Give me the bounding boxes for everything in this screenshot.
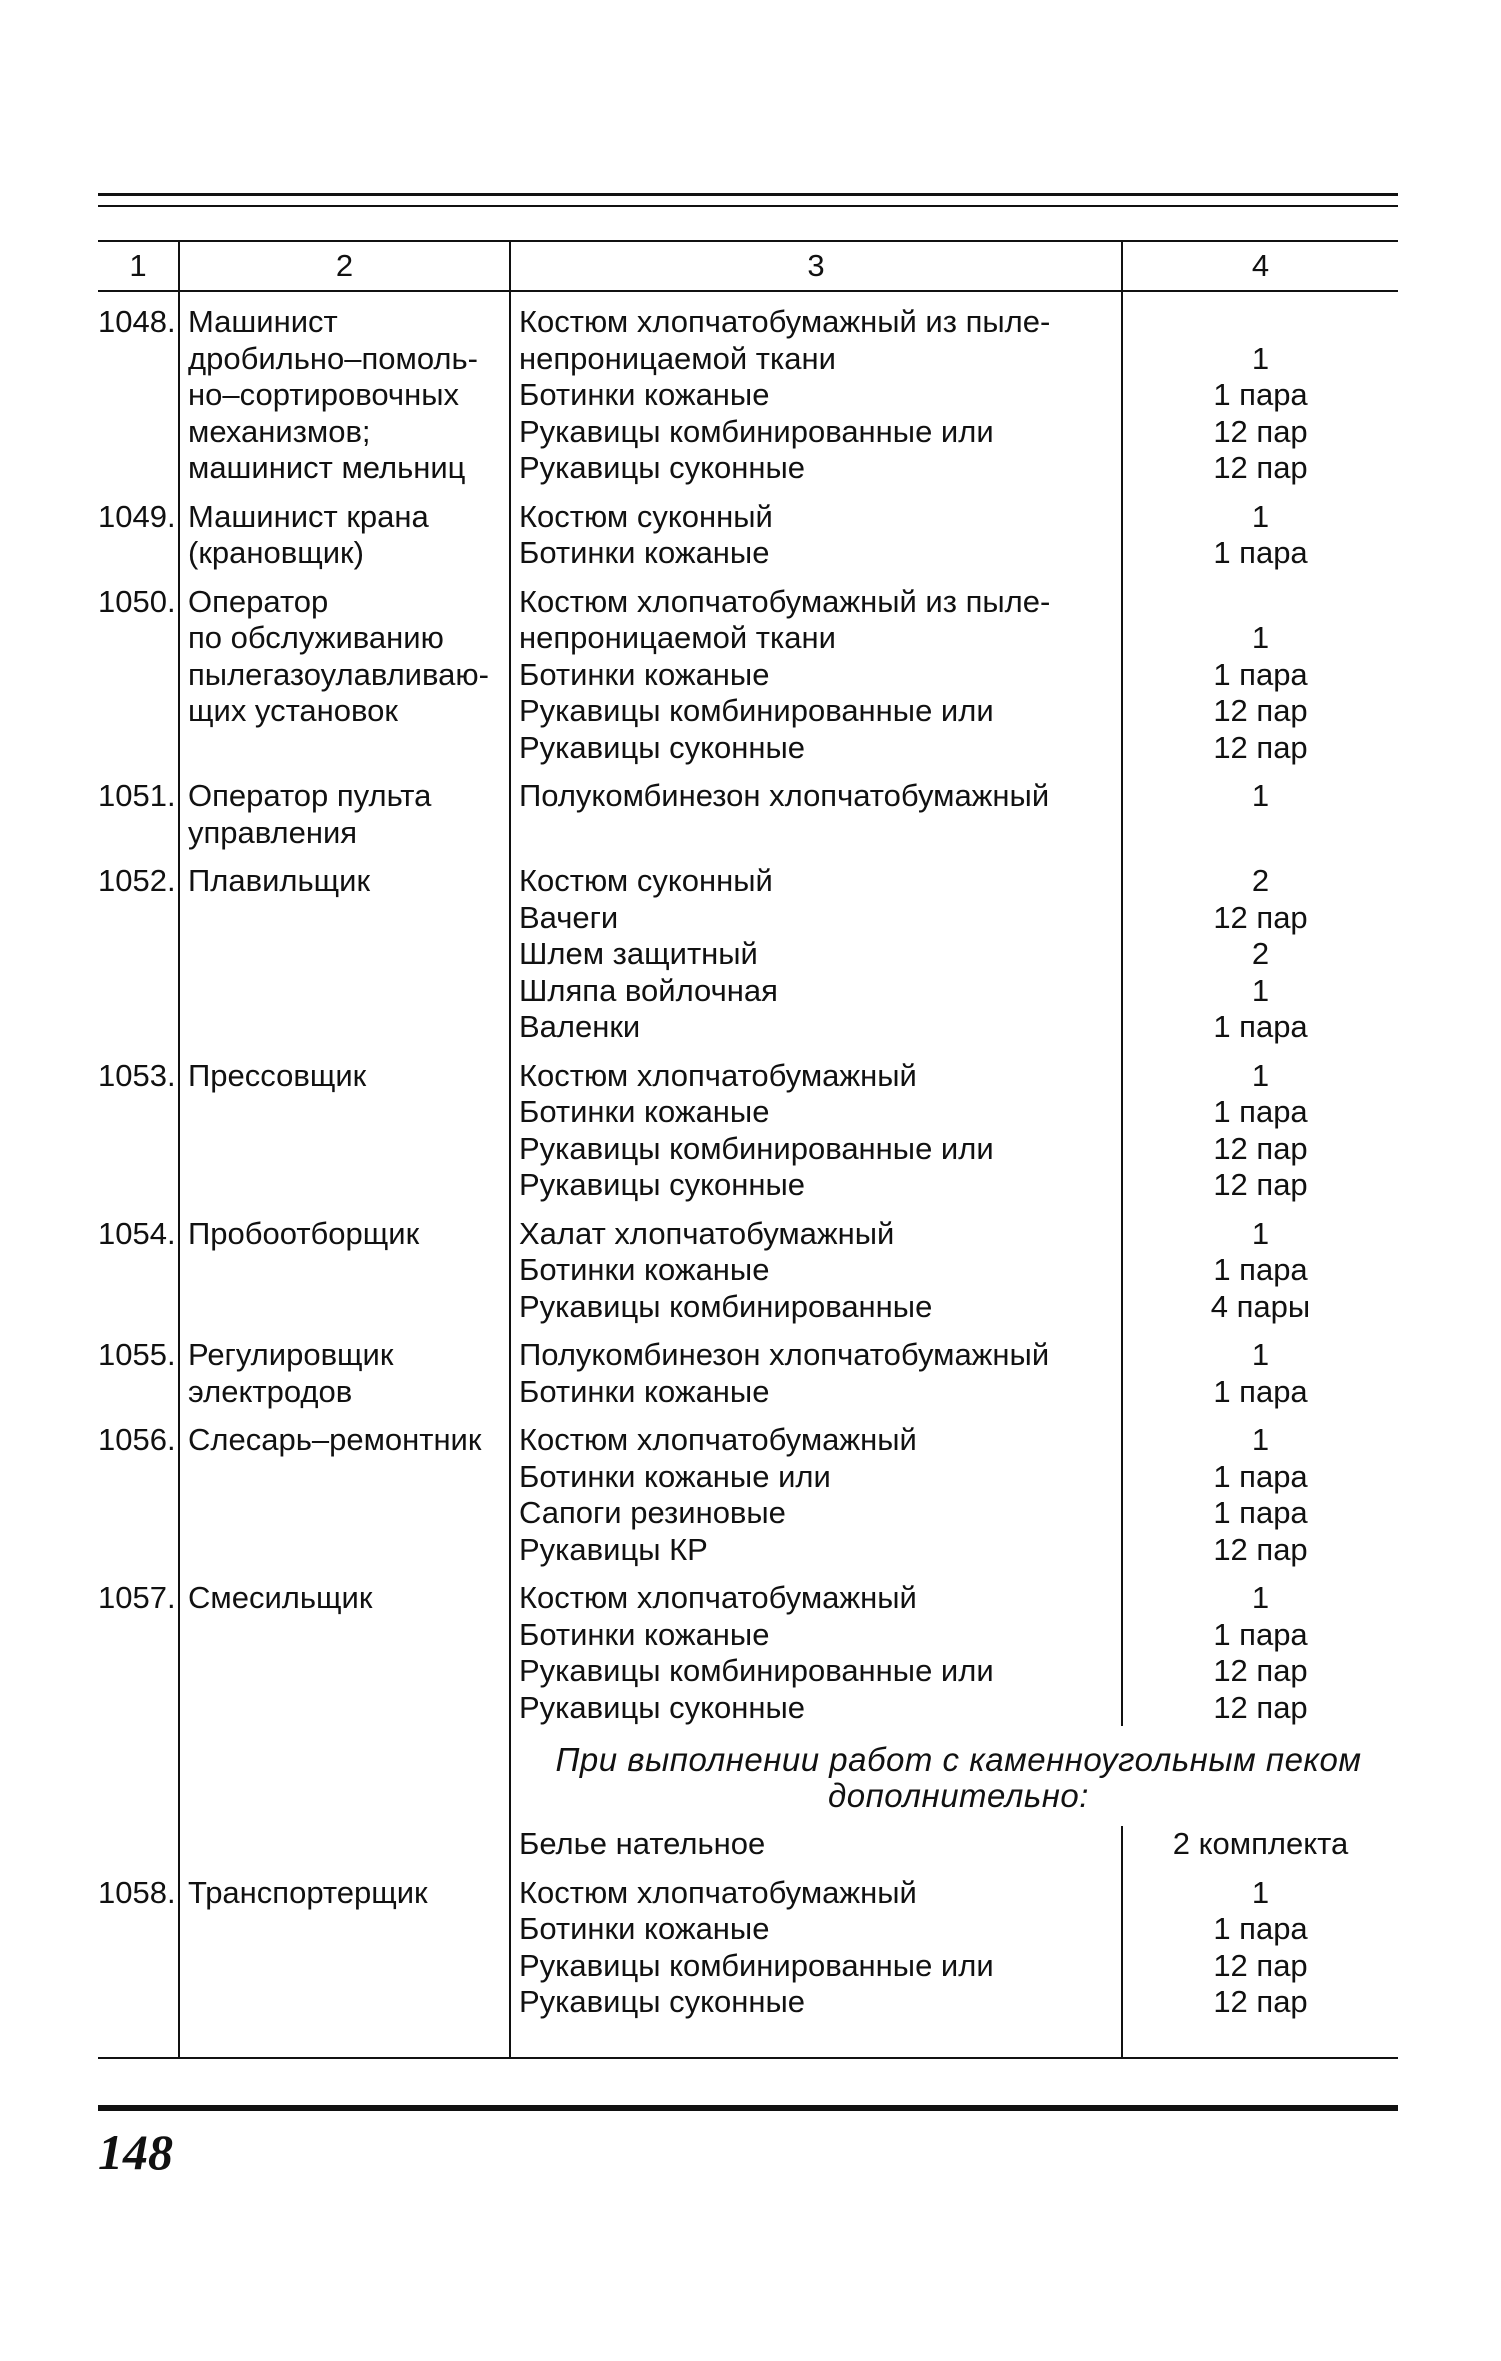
quantity-value: 12 пар <box>1213 1689 1308 1725</box>
ppe-item: Рукавицы комбинированные или <box>519 1947 994 1983</box>
top-rule-thin <box>98 205 1398 207</box>
quantity-value: 1 пара <box>1213 1252 1308 1287</box>
quantity-value: 1 <box>1251 620 1270 655</box>
quantity-cell <box>1122 291 1398 487</box>
quantity-value: 1 <box>1251 778 1270 813</box>
ppe-item: Ботинки кожаные <box>519 1094 770 1129</box>
quantity-value: 1 <box>1251 498 1270 534</box>
table-row <box>98 1216 1398 1326</box>
occupation-line: механизмов; <box>188 413 371 449</box>
ppe-items-cell <box>510 1058 1122 1204</box>
ppe-item: Рукавицы комбинированные или <box>519 413 994 449</box>
table-row <box>98 863 1398 1046</box>
quantity-value: 1 пара <box>1213 1495 1308 1530</box>
occupation-line: Прессовщик <box>188 1057 367 1093</box>
ppe-item: Костюм хлопчатобумажный из пыле- <box>519 583 1051 619</box>
ppe-item: Рукавицы комбинированные <box>519 1288 933 1324</box>
table-row <box>98 1422 1398 1568</box>
quantity-value: 1 пара <box>1213 535 1308 570</box>
quantity-value: 1 пара <box>1213 377 1308 412</box>
ppe-items-cell <box>510 499 1122 572</box>
quantity-cell <box>1122 1422 1398 1568</box>
ppe-item: Валенки <box>519 1009 641 1044</box>
ppe-item: Ботинки кожаные <box>519 1911 770 1946</box>
ppe-item: Рукавицы суконные <box>519 1167 806 1202</box>
occupation-line: машинист мельниц <box>188 450 466 485</box>
quantity-value: 1 <box>1251 1337 1270 1372</box>
quantity-value: 1 пара <box>1213 1009 1308 1044</box>
quantity-value: 12 пар <box>1213 693 1308 728</box>
occupation-line: Пробоотборщик <box>188 1215 420 1251</box>
ppe-items-cell <box>510 1337 1122 1410</box>
ppe-item: Ботинки кожаные <box>519 535 770 570</box>
row-spacer <box>98 1568 1398 1580</box>
ppe-item: Полукомбинезон хлопчатобумажный <box>519 778 1050 813</box>
quantity-value: 12 пар <box>1213 413 1308 449</box>
ppe-item: непроницаемой ткани <box>519 620 836 655</box>
table-row <box>98 499 1398 572</box>
quantity-value: 1 <box>1251 1874 1270 1910</box>
occupation-cell <box>179 1337 510 1410</box>
ppe-items-cell <box>510 1422 1122 1568</box>
supplementary-note <box>510 1726 1398 1826</box>
occupation-line: Слесарь–ремонтник <box>188 1422 482 1457</box>
quantity-cell <box>1122 1580 1398 1726</box>
ppe-items-cell <box>510 1826 1122 1863</box>
ppe-item: Ботинки кожаные или <box>519 1458 831 1494</box>
ppe-item: Ботинки кожаные <box>519 1373 770 1409</box>
quantity-value: 2 <box>1251 863 1270 898</box>
header-col-2: 2 <box>179 241 510 291</box>
note-line: При выполнении работ с каменноугольным пеком <box>555 1741 1362 1778</box>
occupation-line: Транспортерщик <box>188 1874 428 1910</box>
occupation-cell <box>179 863 510 1046</box>
item-number: 1051. <box>98 778 176 813</box>
occupation-line: Оператор пульта <box>188 778 432 813</box>
item-number: 1054. <box>98 1215 176 1251</box>
item-number: 1056. <box>98 1422 176 1457</box>
occupation-line: (крановщик) <box>188 535 364 570</box>
quantity-value: 12 пар <box>1213 1947 1308 1983</box>
quantity-value: 1 <box>1251 1422 1270 1457</box>
table-row <box>98 1058 1398 1204</box>
table-body <box>98 291 1398 2058</box>
occupation-cell <box>179 778 510 851</box>
table-row <box>98 1337 1398 1410</box>
bottom-rule <box>98 2105 1398 2111</box>
occupation-line: дробильно–помоль- <box>188 340 478 376</box>
ppe-item: Костюм хлопчатобумажный из пыле- <box>519 304 1051 339</box>
quantity-value: 12 пар <box>1213 899 1308 935</box>
quantity-cell <box>1122 1058 1398 1204</box>
quantity-value: 1 <box>1251 972 1270 1008</box>
row-spacer <box>98 572 1398 584</box>
row-spacer <box>98 1046 1398 1058</box>
ppe-item: Костюм суконный <box>519 863 773 898</box>
ppe-item: Рукавицы суконные <box>519 729 806 765</box>
occupation-cell <box>179 1058 510 1204</box>
ppe-item: Ботинки кожаные <box>519 377 770 412</box>
occupation-cell <box>179 1216 510 1326</box>
occupation-line: управления <box>188 814 358 850</box>
ppe-norms-table <box>98 240 1398 2059</box>
occupation-line: по обслуживанию <box>188 620 444 655</box>
ppe-item: Рукавицы комбинированные или <box>519 1653 994 1688</box>
row-spacer <box>98 1325 1398 1337</box>
table-row <box>98 1580 1398 1726</box>
quantity-cell <box>1122 584 1398 767</box>
ppe-item: Ботинки кожаные <box>519 1616 770 1652</box>
occupation-cell <box>179 584 510 767</box>
ppe-items-cell <box>510 291 1122 487</box>
quantity-value: 1 пара <box>1213 1458 1308 1494</box>
ppe-item: Вачеги <box>519 899 619 935</box>
ppe-items-cell <box>510 1580 1122 1726</box>
note-row <box>98 1726 1398 1826</box>
ppe-item: Костюм хлопчатобумажный <box>519 1580 917 1615</box>
ppe-items-cell <box>510 1216 1122 1326</box>
quantity-value: 1 <box>1251 1057 1270 1093</box>
quantity-cell <box>1122 499 1398 572</box>
quantity-value: 1 пара <box>1213 1911 1308 1946</box>
ppe-items-cell <box>510 863 1122 1046</box>
occupation-line: Машинист <box>188 304 338 339</box>
quantity-value: 1 <box>1251 1580 1270 1615</box>
quantity-value: 1 пара <box>1213 1616 1308 1652</box>
occupation-line: щих установок <box>188 693 398 728</box>
ppe-item: непроницаемой ткани <box>519 340 836 376</box>
ppe-item: Рукавицы КР <box>519 1531 708 1567</box>
item-number: 1053. <box>98 1057 176 1093</box>
quantity-value <box>1123 304 1398 341</box>
ppe-item: Ботинки кожаные <box>519 1252 770 1287</box>
ppe-items-cell <box>510 778 1122 851</box>
quantity-cell <box>1122 1216 1398 1326</box>
quantity-value: 1 пара <box>1213 1373 1308 1409</box>
ppe-item: Халат хлопчатобумажный <box>519 1215 895 1251</box>
occupation-line: Регулировщик <box>188 1337 394 1372</box>
quantity-value: 4 пары <box>1210 1288 1311 1324</box>
ppe-item: Костюм хлопчатобумажный <box>519 1057 917 1093</box>
occupation-line: но–сортировочных <box>188 377 459 412</box>
item-number: 1050. <box>98 583 176 619</box>
quantity-value: 2 <box>1251 936 1270 971</box>
row-spacer <box>98 766 1398 778</box>
quantity-cell <box>1122 1875 1398 2058</box>
row-spacer <box>98 1204 1398 1216</box>
table-row <box>98 1826 1398 1863</box>
occupation-line: Машинист крана <box>188 498 429 534</box>
occupation-cell <box>179 499 510 572</box>
row-spacer <box>98 851 1398 863</box>
occupation-cell <box>179 1422 510 1568</box>
occupation-cell <box>179 291 510 487</box>
header-col-3: 3 <box>510 241 1122 291</box>
ppe-item: Шляпа войлочная <box>519 972 778 1008</box>
ppe-item: Полукомбинезон хлопчатобумажный <box>519 1337 1050 1372</box>
ppe-item: Рукавицы комбинированные или <box>519 1130 994 1166</box>
item-number: 1058. <box>98 1875 179 2058</box>
quantity-cell <box>1122 1826 1398 1863</box>
top-rule-thick <box>98 193 1398 196</box>
item-number: 1057. <box>98 1580 176 1615</box>
occupation-line: Оператор <box>188 583 329 619</box>
quantity-value: 12 пар <box>1213 1531 1308 1567</box>
row-spacer <box>98 487 1398 499</box>
ppe-items-cell <box>510 1875 1122 2058</box>
quantity-value: 1 пара <box>1213 656 1308 692</box>
table-row <box>98 778 1398 851</box>
quantity-value: 12 пар <box>1213 450 1308 485</box>
row-spacer <box>98 1410 1398 1422</box>
occupation-cell <box>179 1875 510 2058</box>
item-number: 1049. <box>98 498 176 534</box>
ppe-item: Костюм хлопчатобумажный <box>519 1874 917 1910</box>
occupation-cell <box>179 1580 510 1726</box>
table-row <box>98 1875 1398 2058</box>
ppe-item: Костюм хлопчатобумажный <box>519 1422 917 1457</box>
quantity-value: 12 пар <box>1213 1167 1308 1202</box>
item-number: 1048. <box>98 304 176 339</box>
header-col-4: 4 <box>1122 241 1398 291</box>
ppe-item: Рукавицы комбинированные или <box>519 693 994 728</box>
header-row <box>98 241 1398 291</box>
item-number: 1055. <box>98 1337 176 1372</box>
quantity-value: 12 пар <box>1213 729 1308 765</box>
occupation-line: пылегазоулавливаю- <box>188 656 489 692</box>
quantity-cell <box>1122 778 1398 851</box>
ppe-item: Костюм суконный <box>519 498 773 534</box>
ppe-item: Рукавицы суконные <box>519 450 806 485</box>
quantity-cell <box>1122 863 1398 1046</box>
ppe-item: Сапоги резиновые <box>519 1495 786 1530</box>
occupation-line: Смесильщик <box>188 1580 373 1615</box>
row-spacer <box>98 1863 1398 1875</box>
header-col-1: 1 <box>98 241 179 291</box>
item-number: 1052. <box>98 863 176 898</box>
ppe-item: Белье нательное <box>519 1826 766 1861</box>
quantity-value: 12 пар <box>1213 1653 1308 1688</box>
ppe-item: Шлем защитный <box>519 936 758 971</box>
quantity-value: 1 <box>1251 340 1270 376</box>
page-number: 148 <box>98 2124 173 2180</box>
ppe-item: Ботинки кожаные <box>519 656 770 692</box>
occupation-line: электродов <box>188 1373 353 1409</box>
table-row <box>98 291 1398 487</box>
quantity-value: 2 комплекта <box>1172 1826 1349 1861</box>
ppe-norms-table-container <box>98 240 1398 2059</box>
table-row <box>98 584 1398 767</box>
quantity-cell <box>1122 1337 1398 1410</box>
occupation-line: Плавильщик <box>188 863 371 898</box>
ppe-item: Рукавицы суконные <box>519 1984 806 2019</box>
ppe-item: Рукавицы суконные <box>519 1689 806 1725</box>
note-line: дополнительно: <box>828 1777 1089 1814</box>
ppe-items-cell <box>510 584 1122 767</box>
quantity-value: 1 <box>1251 1215 1270 1251</box>
quantity-value: 12 пар <box>1213 1984 1308 2019</box>
quantity-value: 1 пара <box>1213 1094 1308 1129</box>
quantity-value <box>1123 584 1398 621</box>
quantity-value: 12 пар <box>1213 1130 1308 1166</box>
